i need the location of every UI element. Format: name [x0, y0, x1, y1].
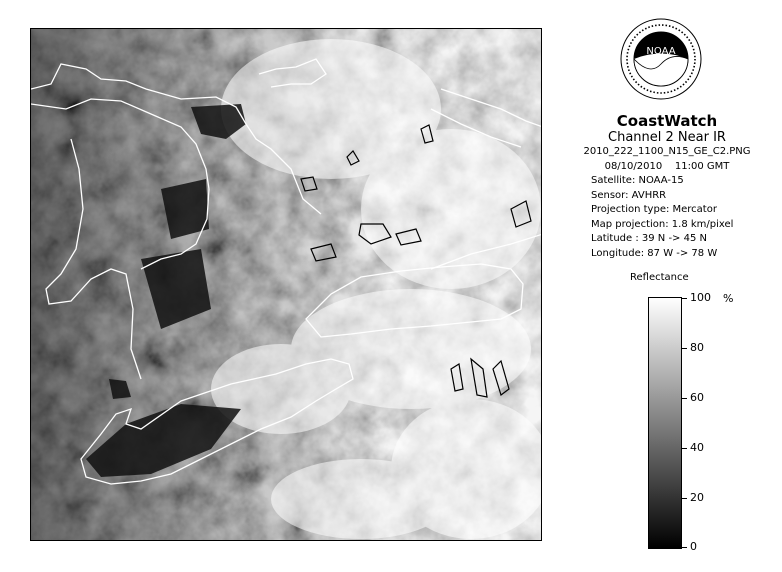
info-panel — [560, 112, 774, 261]
scale-tick — [682, 498, 687, 499]
logo-text: NOAA — [646, 46, 676, 57]
satellite-image — [30, 28, 542, 541]
scale-tick-label: 40 — [690, 441, 704, 454]
map-projection-label: Map projection: 1.8 km/pixel — [591, 218, 734, 230]
scale-tick — [682, 348, 687, 349]
longitude-label: Longitude: 87 W -> 78 W — [591, 247, 718, 259]
scale-tick-label: 80 — [690, 341, 704, 354]
scale-tick-label: 100 — [690, 291, 711, 304]
sensor-label: Sensor: AVHRR — [591, 189, 667, 201]
datetime-label: 08/10/2010 11:00 GMT — [604, 160, 730, 172]
scale-tick — [682, 398, 687, 399]
filename-label: 2010_222_1100_N15_GE_C2.PNG — [583, 146, 751, 157]
product-title: CoastWatch — [616, 112, 718, 130]
scale-title: Reflectance — [630, 272, 689, 283]
channel-subtitle: Channel 2 Near IR — [608, 130, 726, 145]
scale-unit: % — [723, 292, 734, 305]
scale-tick — [682, 448, 687, 449]
scale-tick-label: 0 — [690, 540, 697, 553]
reflectance-colorbar — [648, 297, 682, 549]
scale-tick-label: 60 — [690, 391, 704, 404]
satellite-label: Satellite: NOAA-15 — [591, 175, 684, 186]
scale-tick — [682, 298, 687, 299]
scale-tick — [682, 547, 687, 548]
latitude-label: Latitude : 39 N -> 45 N — [591, 233, 707, 244]
scale-tick-label: 20 — [690, 491, 704, 504]
noaa-logo — [620, 18, 702, 100]
projection-type-label: Projection type: Mercator — [591, 204, 717, 215]
